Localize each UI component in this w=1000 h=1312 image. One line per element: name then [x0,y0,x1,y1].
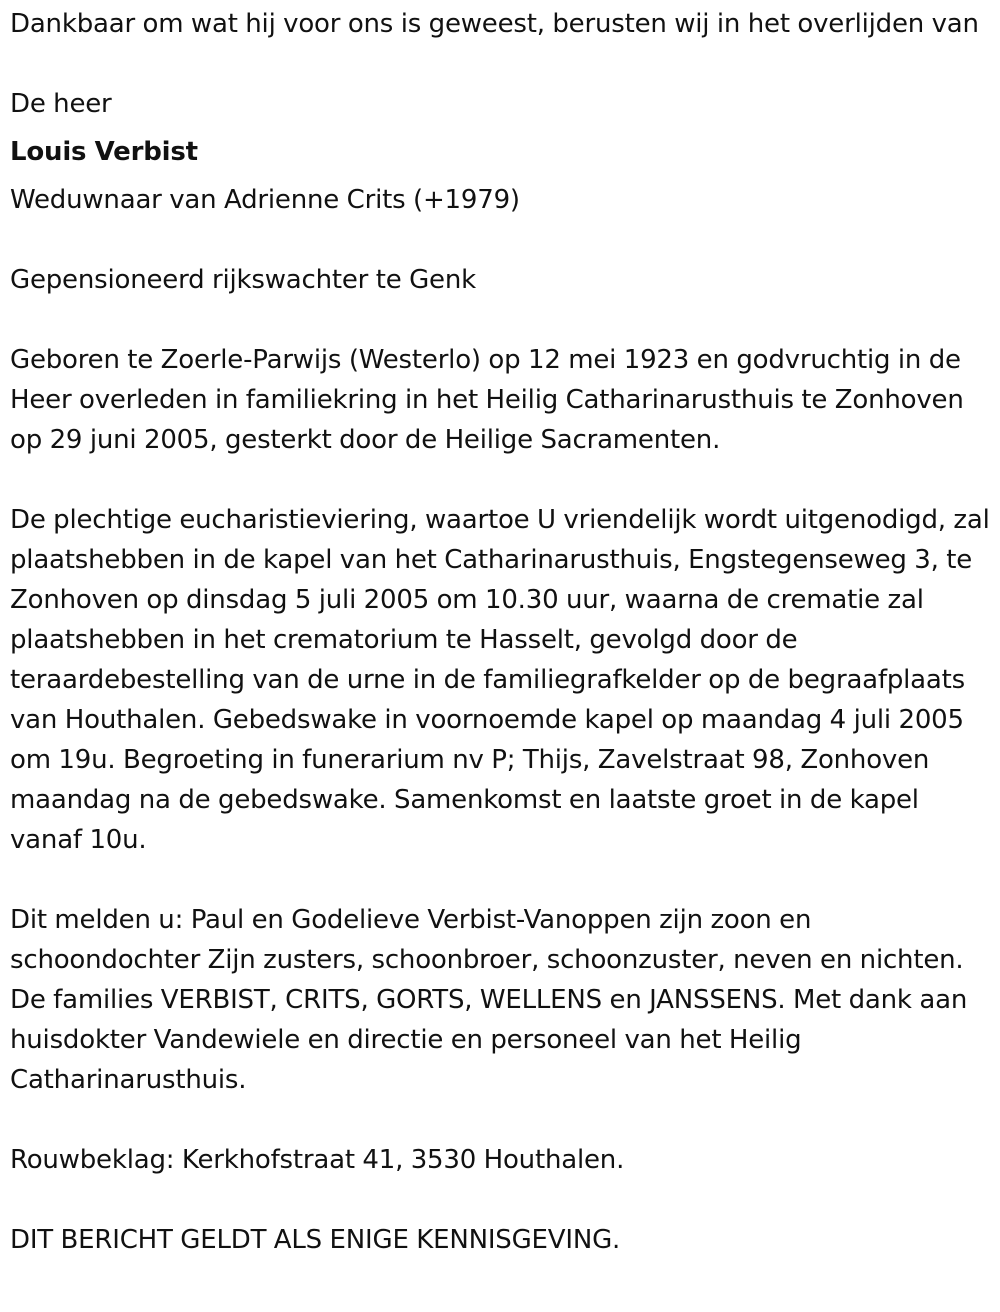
spacer [10,860,990,900]
spacer [10,220,990,260]
family-paragraph: Dit melden u: Paul en Godelieve Verbist-Vanoppen zijn zoon en schoondochter Zijn zusters, schoonbroer, schoonzuster, neven en nichten. De families VERBIST, CRITS, GORTS, WELLENS en JANSSENS. Met dank aan huisdokter Vandewiele en directie en personeel van het Heilig Catharinarusthuis. [10,905,968,1095]
title-prefix: De heer [10,89,112,119]
birth-death-paragraph: Geboren te Zoerle-Parwijs (Westerlo) op 12 mei 1923 en godvruchtig in de Heer overleden in familiekring in het Heilig Catharinarusthuis te Zonhoven op 29 juni 2005, gesterkt door de Heilige Sacramenten. [10,345,964,455]
spacer [10,124,990,132]
ceremony-paragraph: De plechtige eucharistieviering, waartoe U vriendelijk wordt uitgenodigd, zal plaatshebben in de kapel van het Catharinarusthuis, Engstegenseweg 3, te Zonhoven op dinsdag 5 juli 2005 om 10.30 uur, waarna de crematie zal plaatshebben in het crematorium te Hasselt, gevolgd door de teraardebestelling van de urne in de familiegrafkelder op de begraafplaats van Houthalen. Gebedswake in voornoemde kapel op maandag 4 juli 2005 om 19u. Begroeting in funerarium nv P; Thijs, Zavelstraat 98, Zonhoven maandag na de gebedswake. Samenkomst en laatste groet in de kapel vanaf 10u. [10,505,990,855]
spacer [10,460,990,500]
condolences-line: Rouwbeklag: Kerkhofstraat 41, 3530 Houthalen. [10,1145,625,1175]
deceased-name: Louis Verbist [10,137,198,167]
spacer [10,44,990,84]
spacer [10,172,990,180]
spacer [10,1180,990,1220]
occupation-line: Gepensioneerd rijkswachter te Genk [10,265,476,295]
notice-line: DIT BERICHT GELDT ALS ENIGE KENNISGEVING. [10,1225,621,1255]
spacer [10,300,990,340]
widower-line: Weduwnaar van Adrienne Crits (+1979) [10,185,520,215]
intro-text: Dankbaar om wat hij voor ons is geweest, berusten wij in het overlijden van [10,9,979,39]
spacer [10,1100,990,1140]
